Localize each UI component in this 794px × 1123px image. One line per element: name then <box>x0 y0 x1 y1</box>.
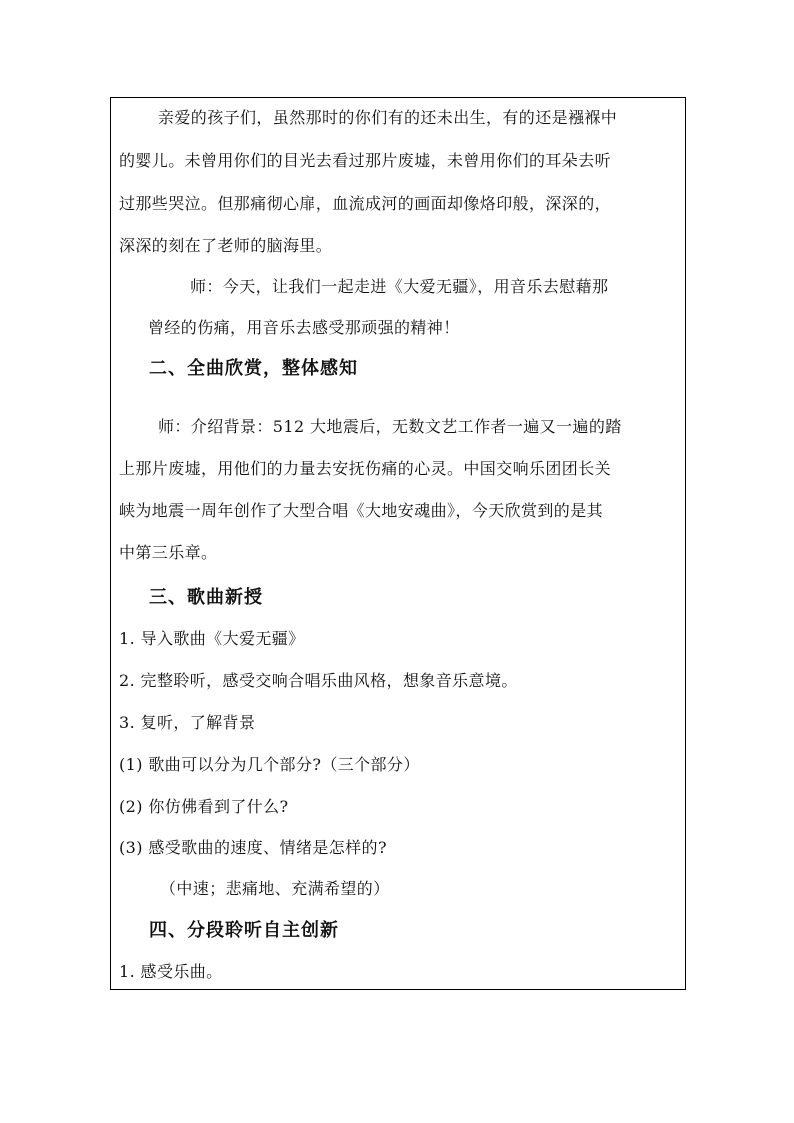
intro-line-4: 深深的刻在了老师的脑海里。 <box>119 236 333 255</box>
section-3-item-3: 3. 复听，了解背景 <box>119 713 256 732</box>
section-4-heading: 四、分段聆听自主创新 <box>149 920 339 941</box>
section-3-subitem-3: (3) 感受歌曲的速度、情绪是怎样的? <box>119 838 387 857</box>
intro-line-2: 的婴儿。未曾用你们的目光去看过那片废墟，未曾用你们的耳朵去听 <box>119 151 612 170</box>
section-3-heading: 三、歌曲新授 <box>149 587 263 608</box>
section-2-line-3: 峡为地震一周年创作了大型合唱《大地安魂曲》，今天欣赏到的是其 <box>119 501 604 520</box>
intro-line-3: 过那些哭泣。但那痛彻心扉，血流成河的画面却像烙印般，深深的， <box>119 194 612 213</box>
section-2-heading: 二、全曲欣赏，整体感知 <box>149 358 358 379</box>
section-3-subitem-2: (2) 你仿佛看到了什么? <box>119 797 289 816</box>
section-2-line-1: 师：介绍背景：512 大地震后，无数文艺工作者一遍又一遍的踏 <box>158 417 622 436</box>
section-4-item-1: 1. 感受乐曲。 <box>119 962 223 981</box>
section-2-line-2: 上那片废墟，用他们的力量去安抚伤痛的心灵。中国交响乐团团长关 <box>119 459 612 478</box>
section-3-item-2: 2. 完整聆听，感受交响合唱乐曲风格，想象音乐意境。 <box>119 671 518 690</box>
section-3-subitem-1: (1) 歌曲可以分为几个部分?（三个部分） <box>119 755 420 774</box>
section-2-line-4: 中第三乐章。 <box>119 543 218 562</box>
teacher-line-1: 师：今天，让我们一起走进《大爱无疆》，用音乐去慰藉那 <box>190 277 609 296</box>
teacher-line-2: 曾经的伤痛，用音乐去感受那顽强的精神！ <box>148 318 460 337</box>
section-3-item-1: 1. 导入歌曲《大爱无疆》 <box>119 629 305 648</box>
intro-line-1: 亲爱的孩子们，虽然那时的你们有的还未出生，有的还是襁褓中 <box>158 108 618 127</box>
section-3-answer: （中速；悲痛地、充满希望的） <box>160 879 390 898</box>
